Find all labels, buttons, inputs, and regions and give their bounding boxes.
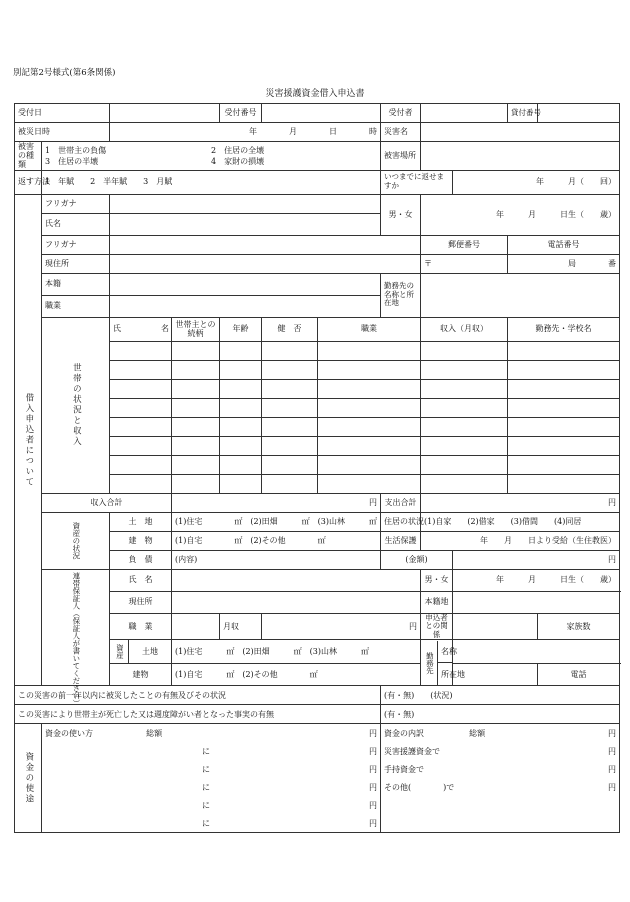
application-form <box>14 103 619 833</box>
hh-cell[interactable] <box>220 417 262 436</box>
hh-cell[interactable] <box>318 455 421 474</box>
ni-2: に <box>202 764 210 774</box>
higai-basho-field[interactable] <box>421 142 620 171</box>
type-3[interactable]: 3 住居の半壊 <box>45 156 99 166</box>
hh-cell[interactable] <box>220 360 262 379</box>
hh-cell[interactable] <box>220 379 262 398</box>
funds-use-row[interactable] <box>42 778 381 796</box>
kinmusaki-field[interactable] <box>421 273 620 317</box>
sogaku2-label: 総額 <box>469 728 486 738</box>
higai-basho-label: 被害場所 <box>381 142 421 171</box>
ni-3: に <box>202 782 210 792</box>
history-q2: この災害により世帯主が死亡した又は週度障がい者となった事実の有無 <box>15 705 381 724</box>
item-2: 手持資金で <box>384 764 424 774</box>
hh-cell[interactable] <box>318 341 421 360</box>
hh-cell[interactable] <box>172 455 220 474</box>
hh-cell[interactable] <box>508 398 620 417</box>
uketsuke-bango-label: 受付番号 <box>220 104 262 123</box>
yubin-label: 郵便番号 <box>421 235 508 254</box>
hh-cell[interactable] <box>262 455 318 474</box>
funds-header-right <box>381 724 620 743</box>
uketsukesha-field[interactable] <box>421 104 508 123</box>
hh-cell[interactable] <box>318 417 421 436</box>
g-tatemono-field[interactable]: (1)自宅 ㎡ (2)その他 ㎡ <box>172 664 421 686</box>
hh-cell[interactable] <box>110 436 172 455</box>
tochi-label: 土 地 <box>110 512 172 531</box>
higai-shurui-label: 被害の種類 <box>15 142 42 171</box>
guarantor-side-label: 連帯保証人（保証人が書いてください） <box>42 569 110 686</box>
fusai-label: 負 債 <box>110 550 172 569</box>
g-shozaichi-label: 所在地 <box>441 669 465 679</box>
hh-col-job: 職業 <box>318 317 421 341</box>
fusai-kingaku[interactable]: (金額) <box>381 550 453 569</box>
g-shimei-field[interactable] <box>172 569 421 591</box>
applicant-side-label: 借入申込者について <box>15 194 42 686</box>
assets-side-label: 資産の状況 <box>42 512 110 569</box>
funds-use-row[interactable] <box>42 796 381 814</box>
g-sex[interactable]: 男・女 <box>421 569 453 591</box>
g-shokugyo-field[interactable] <box>172 613 220 640</box>
history-q1: この災害の前一年以内に被災したことの有無及びその状況 <box>15 686 381 705</box>
type-4[interactable]: 4 家財の損壊 <box>211 156 265 166</box>
uketsuke-bango-field[interactable] <box>262 104 381 123</box>
g-kankei-field[interactable] <box>453 613 538 640</box>
funds-item-row[interactable] <box>381 778 620 796</box>
form-note: 別記第2号様式(第6条関係) <box>13 68 116 78</box>
hh-cell[interactable] <box>220 474 262 493</box>
furigana-label: フリガナ <box>42 194 110 213</box>
hh-cell[interactable] <box>172 360 220 379</box>
g-birth[interactable]: 年 月 日生（ 歳） <box>453 569 620 591</box>
genjusho-label: 現住所 <box>42 254 110 273</box>
hisai-nichiji-label: 被災日時 <box>15 123 110 142</box>
furigana2-field[interactable] <box>110 235 421 254</box>
uchiwake-label: 資金の内訳 <box>384 728 424 738</box>
item-1: 災害援護資金で <box>384 746 440 756</box>
g-tatemono-label: 建物 <box>110 664 172 686</box>
hh-cell[interactable] <box>172 398 220 417</box>
sogaku-label: 総額 <box>146 728 163 738</box>
funds-item-row[interactable] <box>381 796 620 814</box>
kashitsuke-bango-field[interactable] <box>538 104 620 123</box>
shunyu-gokei-label: 収入合計 <box>42 493 172 512</box>
yubin-field[interactable]: 〒 <box>421 254 508 273</box>
applicant-birth[interactable]: 年 月 日生（ 歳） <box>421 194 620 235</box>
g-honseki-field[interactable] <box>453 591 620 613</box>
g-work-cell <box>421 640 465 686</box>
hh-col-name: 氏 名 <box>110 317 172 341</box>
hh-cell[interactable] <box>262 341 318 360</box>
hh-cell[interactable] <box>508 417 620 436</box>
shunyu-gokei-field[interactable]: 円 <box>172 493 381 512</box>
hh-cell[interactable] <box>220 398 262 417</box>
hh-cell[interactable] <box>110 474 172 493</box>
funds-header-left <box>42 724 381 743</box>
household-side-label: 世帯の状況と収入 <box>42 317 110 493</box>
hh-cell[interactable] <box>318 360 421 379</box>
yen-4: 円 <box>369 800 377 810</box>
g-meisho-label: 名称 <box>438 641 453 663</box>
denwa-field[interactable]: 局 番 <box>508 254 620 273</box>
fusai-naiyo[interactable]: (内容) <box>172 550 381 569</box>
jukyo-label: 住居の状況 <box>381 512 421 531</box>
tatemono-label: 建 物 <box>110 531 172 550</box>
tochi-field[interactable]: (1)住宅 ㎡ (2)田畑 ㎡ (3)山林 ㎡ <box>172 512 381 531</box>
hh-cell[interactable] <box>421 455 508 474</box>
shimei-label: 氏名 <box>42 213 110 235</box>
shimei-field[interactable] <box>110 213 381 235</box>
hh-cell[interactable] <box>172 417 220 436</box>
hh-cell[interactable] <box>508 360 620 379</box>
g-meisho-field[interactable] <box>453 640 620 664</box>
funds-item-row[interactable] <box>381 742 620 760</box>
hh-cell[interactable] <box>110 398 172 417</box>
funds-use-row[interactable] <box>42 760 381 778</box>
hh-cell[interactable] <box>110 379 172 398</box>
item-3: その他( )で <box>384 782 455 792</box>
uketsukesha-label: 受付者 <box>381 104 421 123</box>
uketsuke-bi-label: 受付日 <box>15 104 110 123</box>
g-shokugyo-label: 職 業 <box>110 613 172 640</box>
hh-cell[interactable] <box>421 360 508 379</box>
kashitsuke-bango-label: 貸付番号 <box>508 104 538 123</box>
funds-use-row[interactable] <box>42 742 381 760</box>
hh-cell[interactable] <box>220 341 262 360</box>
ni-5: に <box>202 818 210 828</box>
funds-item-row[interactable] <box>381 760 620 778</box>
ni-1: に <box>202 746 210 756</box>
hh-cell[interactable] <box>508 379 620 398</box>
higai-shurui-field[interactable] <box>42 142 381 171</box>
hh-cell[interactable] <box>172 379 220 398</box>
hensai-hoho-field[interactable]: 1 年賦 2 半年賦 3 月賦 <box>42 170 381 194</box>
hh-cell[interactable] <box>262 417 318 436</box>
hh-cell[interactable] <box>262 360 318 379</box>
hh-cell[interactable] <box>110 417 172 436</box>
sogaku2-yen: 円 <box>608 728 616 738</box>
hh-col-relation: 世帯主との続柄 <box>172 317 220 341</box>
form-title: 災害援護資金借入申込書 <box>265 89 365 99</box>
shishutsu-gokei-field[interactable]: 円 <box>421 493 620 512</box>
hh-cell[interactable] <box>508 436 620 455</box>
g-tochi-field[interactable]: (1)住宅 ㎡ (2)田畑 ㎡ (3)山林 ㎡ <box>172 640 421 664</box>
ni-4: に <box>202 800 210 810</box>
hh-cell[interactable] <box>172 474 220 493</box>
hh-cell[interactable] <box>508 455 620 474</box>
furigana2-label: フリガナ <box>42 235 110 254</box>
g-genjusho-label: 現住所 <box>110 591 172 613</box>
hh-cell[interactable] <box>172 436 220 455</box>
hh-col-health: 健 否 <box>262 317 318 341</box>
history-a1[interactable]: (有・無) (状況) <box>381 686 620 705</box>
yen-2: 円 <box>369 764 377 774</box>
hh-cell[interactable] <box>421 379 508 398</box>
g-gesshu-label: 月収 <box>220 613 262 640</box>
fusai-yen: 円 <box>453 550 620 569</box>
hh-cell[interactable] <box>421 474 508 493</box>
tsukaikata-label: 資金の使い方 <box>45 728 93 738</box>
funds-use-row[interactable] <box>42 814 381 833</box>
g-tochi-label: 土地 <box>142 647 158 657</box>
g-honseki-label: 本籍地 <box>421 591 453 613</box>
saigai-mei-field[interactable] <box>421 123 620 142</box>
g-gesshu-field[interactable]: 円 <box>262 613 421 640</box>
item-yen-3: 円 <box>608 782 616 792</box>
itsumade-field[interactable]: 年 月（ 回） <box>453 170 620 194</box>
jukyo-field[interactable]: (1)自家 (2)借家 (3)借間 (4)同居 <box>421 512 620 531</box>
g-kazoku-label: 家族数 <box>538 613 620 640</box>
denwa-label: 電話番号 <box>508 235 620 254</box>
itsumade-label: いつまでに返せますか <box>381 170 453 194</box>
sogaku-yen: 円 <box>369 728 377 738</box>
hh-col-age: 年齢 <box>220 317 262 341</box>
g-kankei-label: 申込者との関 係 <box>421 613 453 640</box>
item-yen-2: 円 <box>608 764 616 774</box>
hh-cell[interactable] <box>318 379 421 398</box>
yen-5: 円 <box>369 818 377 828</box>
yen-1: 円 <box>369 746 377 756</box>
furigana-field[interactable] <box>110 194 381 213</box>
genjusho-field[interactable] <box>110 254 421 273</box>
funds-side-label: 資金の使途 <box>15 724 42 833</box>
g-kinmusaki-label: 勤務先 <box>421 641 438 685</box>
honseki-label: 本籍 <box>42 273 110 295</box>
item-yen-1: 円 <box>608 746 616 756</box>
hh-cell[interactable] <box>172 341 220 360</box>
hh-col-school: 勤務先・学校名 <box>508 317 620 341</box>
tatemono-field[interactable]: (1)自宅 ㎡ (2)その他 ㎡ <box>172 531 381 550</box>
hisai-nichiji-field[interactable]: 年 月 日 時 <box>110 123 381 142</box>
g-shozaichi-field[interactable] <box>453 664 538 686</box>
hh-cell[interactable] <box>421 417 508 436</box>
shokugyo-label: 職業 <box>42 295 110 317</box>
g-assets-cell <box>110 640 172 664</box>
kinmusaki-label: 勤務先の名称と所在地 <box>381 273 421 317</box>
hh-cell[interactable] <box>421 341 508 360</box>
hh-cell[interactable] <box>220 436 262 455</box>
g-shimei-label: 氏 名 <box>110 569 172 591</box>
g-genjusho-field[interactable] <box>172 591 421 613</box>
hh-col-income: 収入（月収） <box>421 317 508 341</box>
hh-cell[interactable] <box>318 398 421 417</box>
funds-item-row[interactable] <box>381 814 620 833</box>
hh-cell[interactable] <box>318 474 421 493</box>
seikatsu-hogo-field[interactable]: 年 月 日より受給（生住教医） <box>421 531 620 550</box>
seikatsu-hogo-label: 生活保護 <box>381 531 421 550</box>
hh-cell[interactable] <box>421 436 508 455</box>
hh-cell[interactable] <box>262 474 318 493</box>
hh-cell[interactable] <box>508 341 620 360</box>
yen-3: 円 <box>369 782 377 792</box>
hh-cell[interactable] <box>262 436 318 455</box>
type-2[interactable]: 2 住居の全壊 <box>211 145 265 155</box>
hh-cell[interactable] <box>220 455 262 474</box>
saigai-mei-label: 災害名 <box>381 123 421 142</box>
hh-cell[interactable] <box>262 398 318 417</box>
applicant-sex[interactable]: 男・女 <box>381 194 421 235</box>
hh-cell[interactable] <box>508 474 620 493</box>
hh-cell[interactable] <box>421 398 508 417</box>
history-a2[interactable]: (有・無) <box>381 705 620 724</box>
g-shisan-label: 資産 <box>110 640 129 663</box>
hh-cell[interactable] <box>262 379 318 398</box>
hh-cell[interactable] <box>318 436 421 455</box>
hensai-hoho-label: 返す方法 <box>15 170 42 194</box>
hh-cell[interactable] <box>110 341 172 360</box>
honseki-field[interactable] <box>110 273 381 295</box>
hh-cell[interactable] <box>110 455 172 474</box>
shokugyo-field[interactable] <box>110 295 381 317</box>
type-1[interactable]: 1 世帯主の負傷 <box>45 145 107 155</box>
uketsuke-bi-field[interactable] <box>110 104 220 123</box>
hh-cell[interactable] <box>110 360 172 379</box>
g-denwa-field[interactable]: 電話 <box>538 664 620 686</box>
shishutsu-gokei-label: 支出合計 <box>381 493 421 512</box>
